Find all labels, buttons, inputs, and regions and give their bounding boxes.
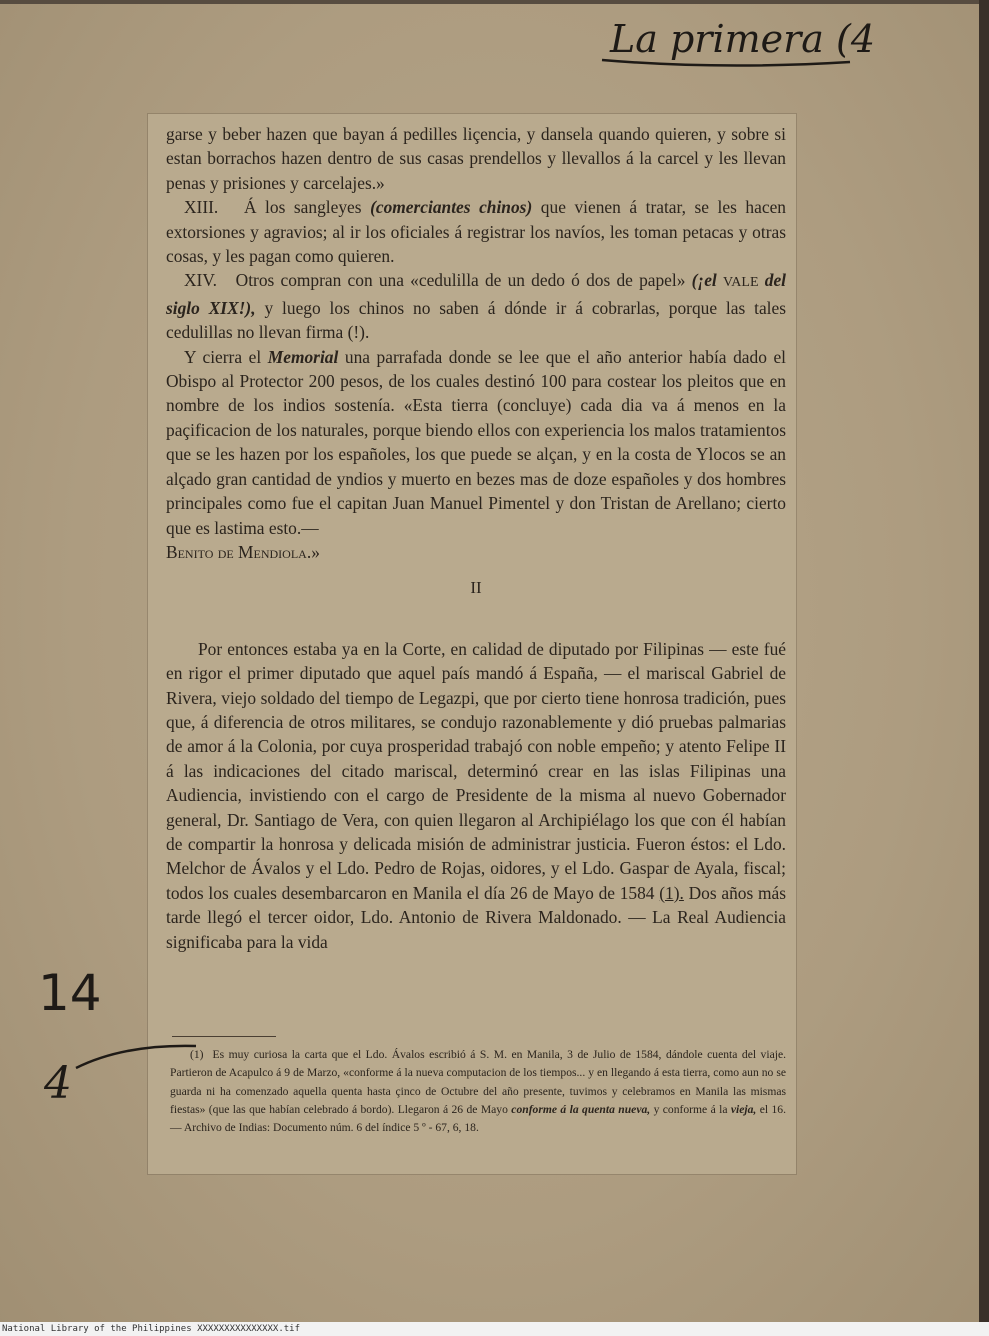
handwritten-margin-digit-text: 4: [44, 1058, 72, 1109]
paragraph-xiii: [166, 195, 786, 268]
paragraph-xiv-small-caps: VALE: [723, 275, 759, 291]
paragraph-1-text: garse y beber hazen que bayan á pedilles liçencia, y dansela quando quieren, y sobre si estan borrachos hazen dentro de sus casas prendellos y llevallos á la carcel y les llevan penas y prisiones y carcelajes.»: [166, 124, 786, 193]
paragraph-section-ii-text-a: Por entonces estaba ya en la Corte, en calidad de diputado por Filipinas — este fué en rigor el primer diputado que aquel país mandó á España, — el mariscal Gabriel de Rivera, viejo soldado del tiempo de Legazpi, que por cierto tiene honrosa tradición, pues que, á diferencia de otros militares, se condujo razonablemente y dió pruebas palmarias de amor á la Colonia, por cuya prosperidad trabajó con noble empeño; y atento Felipe II á las indicaciones del citado mariscal, determinó crear en las islas Filipinas una Audiencia, invistiendo con el cargo de Presidente de la misma al nuevo Gobernador general, Dr. Santiago de Vera, con quien llegaron al Archipiélago los que con él habían de compartir la honrosa y delicada misión de administrar justicia. Fueron éstos: el Ldo. Melchor de Ávalos y el Ldo. Pedro de Rojas, oidores, y el Ldo. Gaspar de Ayala, fiscal; todos los cuales desembarcaron en Manila el día 26 de Mayo de 1584: [166, 638, 786, 903]
footnote-text-c: el 16. — Archivo de Indias: Documento núm. 6 del índice 5 º - 67, 6, 18.: [170, 1102, 787, 1135]
paragraph-memorial-text-b: una parrafada donde se lee que el año anterior había dado el Obispo al Protector 200 pesos, de los cuales destinó 100 para costear los pleitos que en nombre de los indios sostenía. «Esta tierra (concluye) cada dia va á menos en la paçificacion de los naturales, porque biendo ellos con experiencia los malos tratamientos que se les hazen por los españoles, los que puede se alçan, y en la costa de Ylocos se an alçado gran cantidad de yndios y muerto en bezes mas de doze españoles y dos hombres principales como fue el capitan Juan Manuel Pimentel y don Tristan de Arellano; cierto que es lastima esto.—: [166, 346, 787, 538]
paragraph-xiv-text-a: Otros compran con una «cedulilla de un dedo ó dos de papel»: [235, 270, 686, 291]
section-heading: II: [470, 578, 482, 598]
signature: Benito de Mendiola.»: [166, 541, 320, 562]
paragraph-xiv-emphasis-1: (¡el: [691, 270, 717, 291]
footnote-text-a: Es muy curiosa la carta que el Ldo. Ávalos escribió á S. M. en Manila, 3 de Julio de 1584, dándole cuenta del viaje. Partieron de Acapulco á 9 de Marzo, «conforme á la nueva computacion de los tiempos... y en llegando á esta tierra, como aun no se guarda ni ha comenzado aquella quenta hasta çinco de Octubre del año presente, tuvimos y celebramos en Manila las mismas fiestas» (que las que habían celebrado á bordo). Llegaron á 26 de Mayo: [170, 1048, 786, 1116]
footnote-reference: (1).: [659, 882, 684, 903]
handwritten-top-note-text: La primera (4: [610, 17, 876, 61]
footnote-emphasis-2: vieja,: [730, 1102, 757, 1116]
paragraph-xiii-text-a: Á los sangleyes: [243, 197, 362, 218]
footnote: [170, 1046, 786, 1137]
scan-footer: [0, 1322, 989, 1336]
paragraph-xiv: [166, 268, 786, 344]
footnote-mark: (1): [190, 1048, 204, 1061]
scan-edge-top: [0, 0, 989, 4]
handwritten-margin-number: [38, 966, 138, 1026]
paragraph-section-ii-text-b: Dos años más tarde llegó el tercer oidor, Ldo. Antonio de Rivera Maldonado. — La Real Audiencia significaba para la vida: [166, 882, 786, 952]
paragraph-section-ii: [166, 637, 786, 954]
footnote-emphasis-1: conforme á la quenta nueva,: [511, 1102, 651, 1116]
body-text: [166, 122, 786, 954]
scan-footer-label: National Library of the Philippines XXXXXXXXXXXXXXX.tif: [2, 1324, 301, 1334]
paragraph-xiii-text-b: que vienen á tratar, se les hacen extorsiones y agravios; al ir los oficiales á registrar los navíos, les toman petacas y otras cosas, y les pagan como quieren.: [166, 197, 786, 267]
paragraph-xiii-emphasis: (comerciantes chinos): [370, 197, 533, 218]
paragraph-memorial-emphasis: Memorial: [267, 346, 339, 367]
paragraph-xiv-text-b: y luego los chinos no saben á dónde ir á cobrarlas, porque las tales cedulillas no llevan firma (!).: [166, 297, 786, 343]
paragraph-xiv-emphasis-2: del siglo XIX!),: [166, 270, 786, 318]
handwritten-margin-digit: [44, 1040, 204, 1110]
footnote-text-b: y conforme á la: [653, 1102, 728, 1116]
handwritten-margin-number-text: 14: [38, 966, 102, 1022]
paragraph-memorial: [166, 345, 786, 565]
handwritten-top-note: [600, 6, 960, 86]
footnote-rule: [172, 1036, 276, 1037]
paragraph-1: [166, 122, 786, 195]
printed-clipping: [148, 114, 796, 1174]
scan-edge-right: [979, 0, 989, 1336]
paragraph-memorial-text-a: Y cierra el: [184, 346, 262, 367]
paragraph-xiv-number: XIV.: [184, 270, 218, 291]
paragraph-xiii-number: XIII.: [184, 197, 219, 218]
